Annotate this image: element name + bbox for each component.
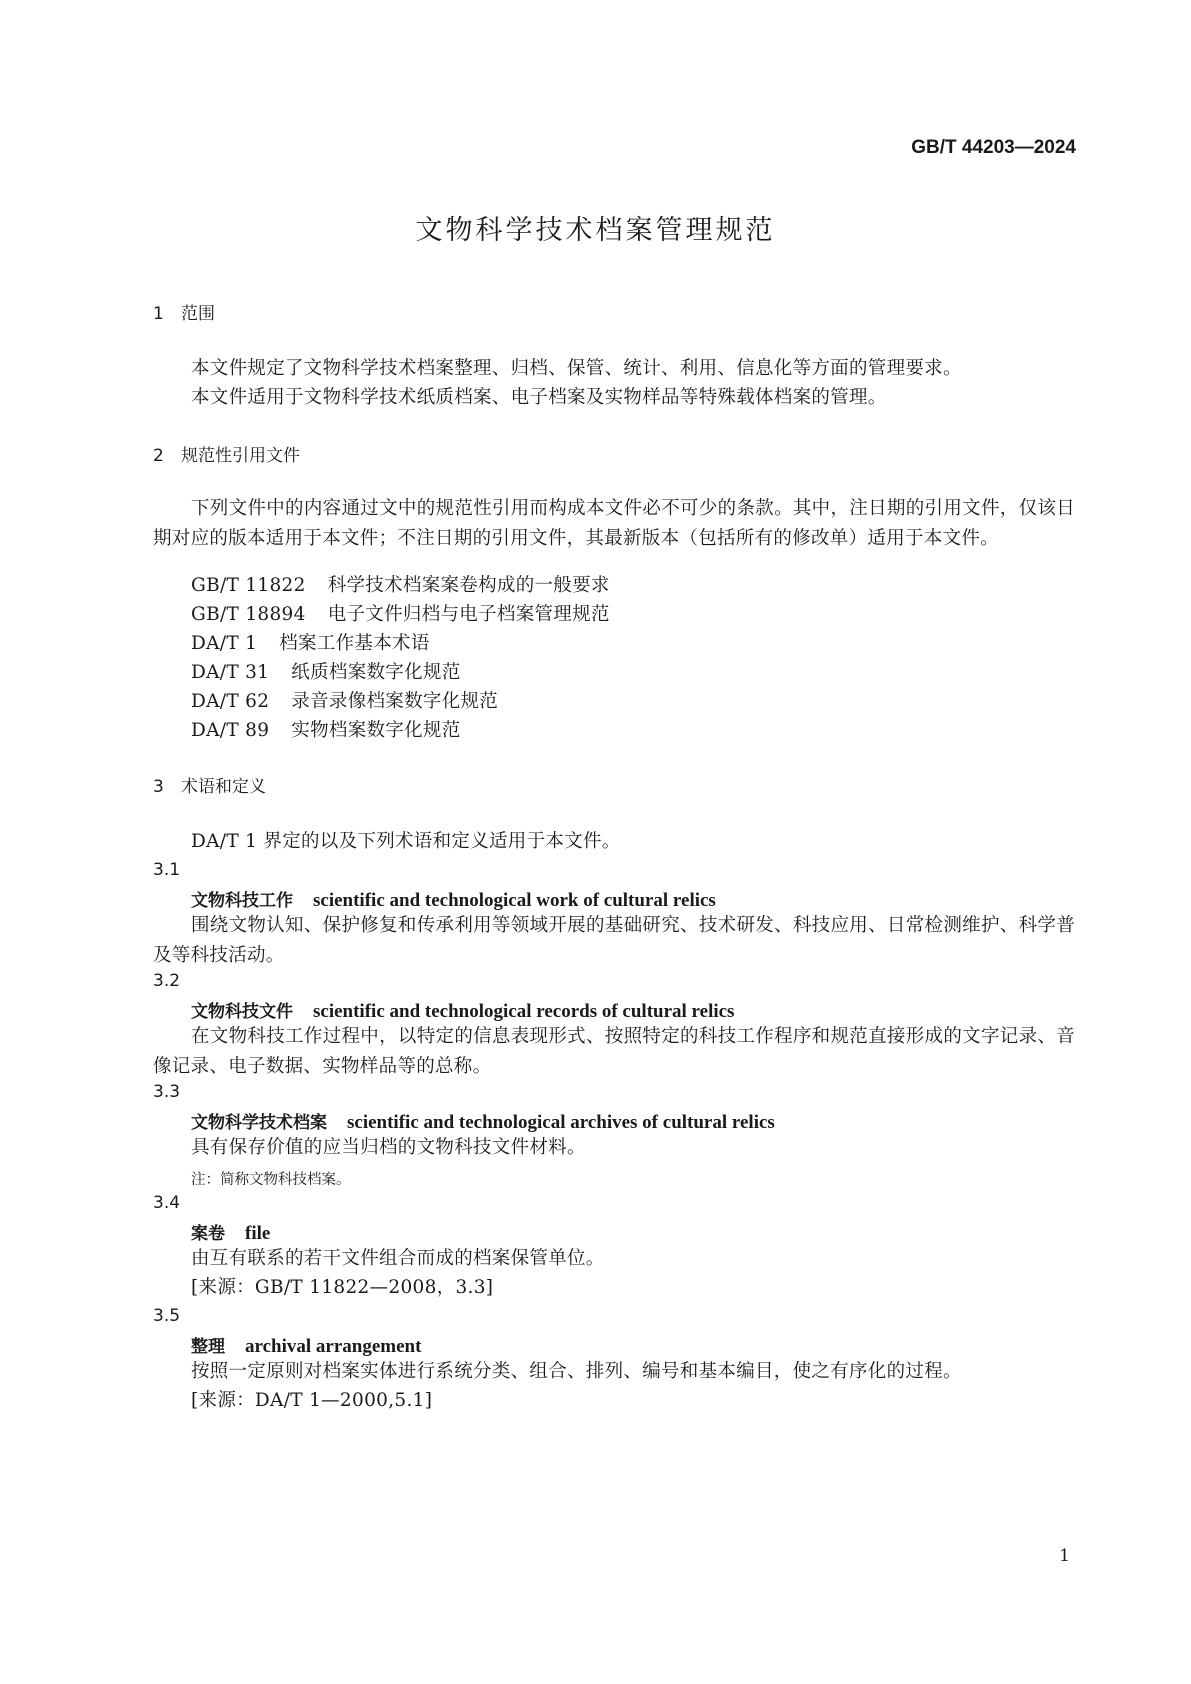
term-source: [来源：GB/T 11822—2008，3.3] [191,1277,494,1298]
section-1-heading [153,299,215,324]
document-title: 文物科学技术档案管理规范 [415,215,776,246]
term-definition: 围绕文物认知、保护修复和传承利用等领域开展的基础研究、技术研发、科技应用、日常检测维护、科学普及等科技活动。 [153,915,1075,966]
term-entry [191,997,734,1023]
reference-title: 纸质档案数字化规范 [291,662,461,683]
reference-title: 电子文件归档与电子档案管理规范 [327,604,610,625]
section-number: 3 [153,777,164,797]
reference-item [191,716,461,746]
section-title: 范围 [181,304,215,324]
reference-code: GB/T 18894 [191,604,306,625]
term-en: archival arrangement [245,1336,422,1357]
reference-item [191,629,430,659]
reference-item [191,571,610,601]
page-number: 1 [1059,1546,1070,1566]
term-definition: 按照一定原则对档案实体进行系统分类、组合、排列、编号和基本编目，使之有序化的过程。 [191,1361,962,1382]
reference-item [191,600,610,630]
term-entry [191,1332,421,1358]
reference-item [191,687,498,717]
term-source: [来源：DA/T 1—2000,5.1] [191,1390,433,1411]
scope-paragraph-2: 本文件适用于文物科学技术纸质档案、电子档案及实物样品等特殊载体档案的管理。 [191,387,887,408]
section-title: 规范性引用文件 [181,446,300,466]
section-number: 2 [153,446,164,466]
clause-number: 3.2 [153,971,181,991]
clause-number: 3.3 [153,1082,181,1102]
reference-title: 档案工作基本术语 [279,633,430,654]
clause-number: 3.1 [153,860,181,880]
section-3-heading [153,772,266,797]
section-2-heading [153,441,300,466]
clause-number: 3.5 [153,1306,181,1326]
term-note: 注：简称文物科技档案。 [191,1172,351,1188]
section-title: 术语和定义 [181,777,266,797]
terms-intro: DA/T 1 界定的以及下列术语和定义适用于本文件。 [191,831,621,852]
term-definition: 在文物科技工作过程中，以特定的信息表现形式、按照特定的科技工作程序和规范直接形成的文字记录、音像记录、电子数据、实物样品等的总称。 [153,1026,1075,1077]
scope-paragraph-1: 本文件规定了文物科学技术档案整理、归档、保管、统计、利用、信息化等方面的管理要求。 [191,358,962,379]
standard-number: GB/T 44203—2024 [911,137,1076,158]
term-entry [191,1219,270,1245]
term-en: scientific and technological work of cultural relics [313,890,716,911]
term-zh: 文物科学技术档案 [191,1113,327,1133]
term-definition: 具有保存价值的应当归档的文物科技文件材料。 [191,1137,586,1158]
reference-code: DA/T 62 [191,691,270,712]
reference-item [191,658,461,688]
section-number: 1 [153,304,164,324]
term-en: scientific and technological records of cultural relics [313,1001,735,1022]
term-zh: 整理 [191,1337,225,1357]
term-zh: 文物科技文件 [191,1002,293,1022]
term-entry [191,886,716,912]
term-en: scientific and technological archives of cultural relics [347,1112,775,1133]
term-zh: 案卷 [191,1224,225,1244]
normative-references-intro: 下列文件中的内容通过文中的规范性引用而构成本文件必不可少的条款。其中，注日期的引用文件，仅该日期对应的版本适用于本文件；不注日期的引用文件，其最新版本（包括所有的修改单）适用于本文件。 [153,498,1075,549]
reference-title: 录音录像档案数字化规范 [291,691,499,712]
reference-code: DA/T 31 [191,662,270,683]
term-en: file [245,1223,271,1244]
term-zh: 文物科技工作 [191,891,293,911]
reference-code: DA/T 89 [191,720,270,741]
clause-number: 3.4 [153,1193,181,1213]
reference-title: 实物档案数字化规范 [291,720,461,741]
term-definition: 由互有联系的若干文件组合而成的档案保管单位。 [191,1248,605,1269]
reference-code: GB/T 11822 [191,575,306,596]
reference-code: DA/T 1 [191,633,258,654]
reference-title: 科学技术档案案卷构成的一般要求 [327,575,610,596]
term-entry [191,1108,775,1134]
